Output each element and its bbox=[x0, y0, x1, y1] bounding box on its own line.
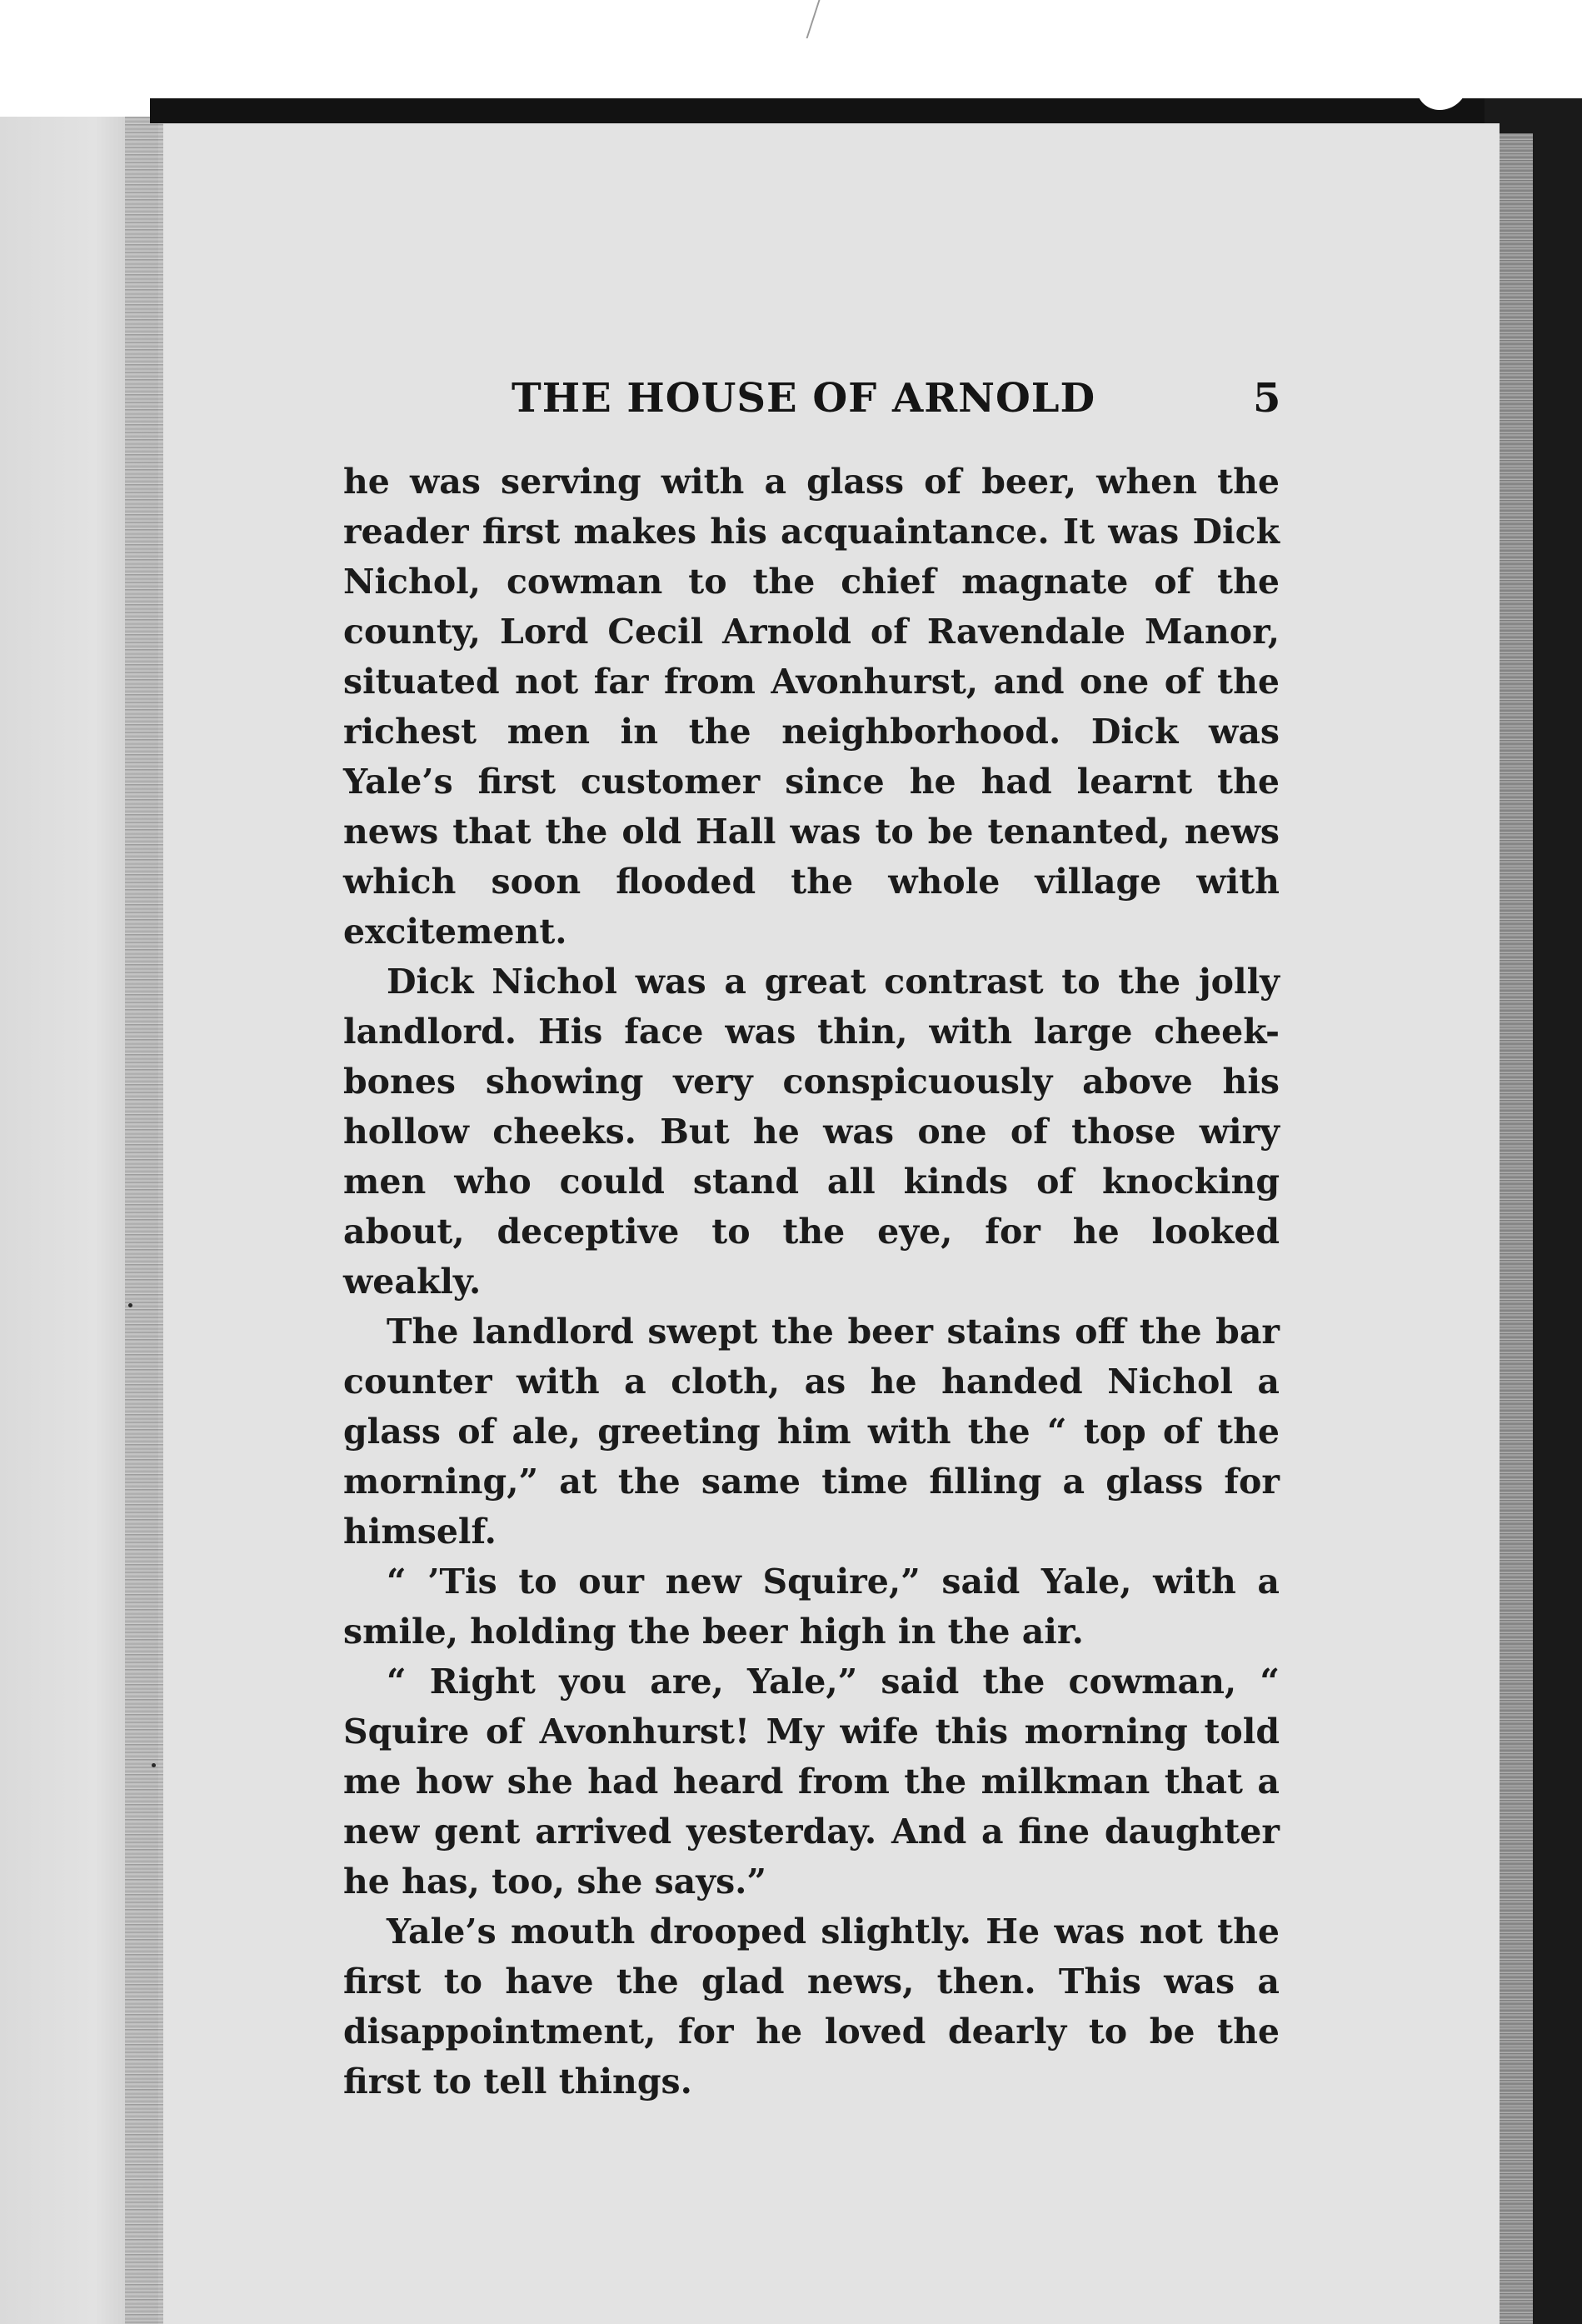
paragraph: he was serving with a glass of beer, when the reader first makes his acquaintance. It was Dick Nichol, cowman to the chief magnate of the county, Lord Cecil Arnold of Ravendale Manor, situated not far from Avonhurst, and one of the richest men in the neighborhood. Dick was Yale’s first customer since he had learnt the news that the old Hall was to be tenanted, news which soon flooded the whole village with excitement. bbox=[343, 462, 1280, 952]
next-page-edge bbox=[1500, 133, 1533, 2324]
running-title: THE HOUSE OF ARNOLD bbox=[512, 375, 1096, 422]
running-head bbox=[163, 375, 1500, 442]
paragraph: “ ’Tis to our new Squire,” said Yale, with a smile, holding the beer high in the air. bbox=[343, 1562, 1280, 1652]
paragraph: The landlord swept the beer stains off the bar counter with a cloth, as he handed Nichol a glass of ale, greeting him with the “ top of the morning,” at the same time filling a glass for himself. bbox=[343, 1312, 1280, 1552]
paragraph: “ Right you are, Yale,” said the cowman, “ Squire of Avonhurst! My wife this morning told me how she had heard from the milkman that a new gent arrived yesterday. And a fine daughter he has, too, she says.” bbox=[343, 1662, 1280, 1902]
scan-frame-top-bar bbox=[150, 98, 1500, 123]
book-page bbox=[163, 123, 1500, 2324]
paragraph: Dick Nichol was a great contrast to the jolly landlord. His face was thin, with large cheek-bones showing very conspicuously above his hollow cheeks. But he was one of those wiry men who could stand all kinds of knocking about, deceptive to the eye, for he looked weakly. bbox=[343, 962, 1280, 1302]
page-number: 5 bbox=[1253, 375, 1281, 422]
paragraph: Yale’s mouth drooped slightly. He was not the first to have the glad news, then. This was a disappointment, for he loved dearly to be the first to tell things. bbox=[343, 1912, 1280, 2102]
speck-mark bbox=[128, 1303, 132, 1307]
binding-shadow bbox=[125, 117, 165, 2324]
speck-mark bbox=[152, 1763, 156, 1767]
body-text bbox=[343, 457, 1280, 2107]
